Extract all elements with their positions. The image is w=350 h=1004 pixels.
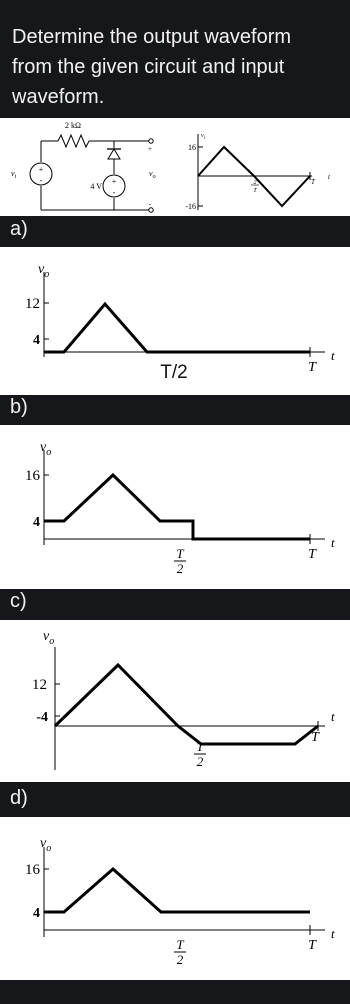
input-waveform-high-label: 16 [188, 143, 196, 152]
input-half-period-denominator: T [253, 188, 257, 194]
axis-label: $v_o$ [40, 440, 52, 458]
y-tick-label: 12 [25, 296, 40, 312]
input-voltage-label: $v_i$ [11, 169, 17, 180]
time-axis-label: t [331, 535, 335, 550]
input-half-period-numerator: 2 [253, 180, 257, 186]
battery-label: 4 V [90, 182, 102, 191]
y-tick-label: -4 [36, 710, 48, 725]
y-tick-label: 16 [25, 862, 40, 878]
y-tick-label: 4 [33, 515, 40, 530]
time-axis-label: t [331, 709, 335, 724]
output-plus-sign: + [148, 145, 152, 153]
axis-label: $v_o$ [40, 836, 52, 854]
period-label: T [311, 730, 319, 745]
question-text: Determine the output waveform from the given circuit and input waveform. [12, 26, 292, 108]
half-period-numerator: T [176, 937, 184, 952]
resistor-label: 2 kΩ [65, 121, 81, 130]
axis-label: $v_o$ [43, 629, 55, 647]
input-waveform-axis-label: $v_i$ [201, 133, 206, 141]
y-tick-label: 4 [33, 333, 40, 348]
option-a-waveform [0, 247, 350, 395]
half-period-denominator: 2 [176, 952, 184, 967]
y-tick-label: 12 [32, 677, 47, 693]
option-d-graph[interactable] [0, 817, 350, 980]
option-c-label[interactable]: c) [10, 590, 27, 612]
input-waveform-low-label: -16 [185, 202, 196, 211]
option-d-waveform [0, 817, 350, 980]
option-c-graph[interactable] [0, 620, 350, 782]
time-axis-label: t [331, 348, 335, 363]
half-period-numerator: T [176, 546, 184, 561]
output-terminal-bottom [149, 208, 153, 212]
output-terminal-top [149, 139, 153, 143]
option-d-trace [44, 869, 310, 912]
half-period-label: T/2 [160, 362, 188, 383]
output-minus-sign: - [148, 200, 152, 208]
output-voltage-label: $v_o$ [149, 169, 156, 180]
half-period-denominator: 2 [196, 754, 204, 769]
half-period-denominator: 2 [176, 561, 184, 576]
input-time-axis-label: t [328, 173, 330, 181]
option-a-trace [44, 304, 310, 352]
option-b-trace [44, 475, 310, 539]
option-a-label[interactable]: a) [10, 218, 28, 240]
option-d-label[interactable]: d) [10, 787, 28, 809]
y-tick-label: 16 [25, 468, 40, 484]
option-a-graph[interactable] [0, 247, 350, 395]
circuit-diagram [0, 118, 350, 216]
source-plus-sign: + [38, 165, 44, 174]
time-axis-label: t [331, 926, 335, 941]
battery-plus-sign: + [111, 177, 117, 186]
source-minus-sign: - [39, 176, 43, 185]
circuit-panel [0, 118, 350, 216]
half-period-numerator: T [196, 739, 204, 754]
option-b-label[interactable]: b) [10, 396, 28, 418]
period-label: T [308, 547, 316, 562]
period-label: T [308, 938, 316, 953]
option-c-waveform [0, 620, 350, 782]
battery-minus-sign: - [112, 188, 116, 197]
option-b-graph[interactable] [0, 425, 350, 589]
resistor-symbol [58, 135, 89, 147]
axis-label: $v_o$ [38, 262, 50, 280]
input-period-label: T [311, 178, 315, 186]
diode-symbol [107, 149, 121, 159]
option-c-trace [55, 665, 318, 744]
option-b-waveform [0, 425, 350, 589]
y-tick-label: 4 [33, 906, 40, 921]
period-label: T [308, 360, 316, 375]
